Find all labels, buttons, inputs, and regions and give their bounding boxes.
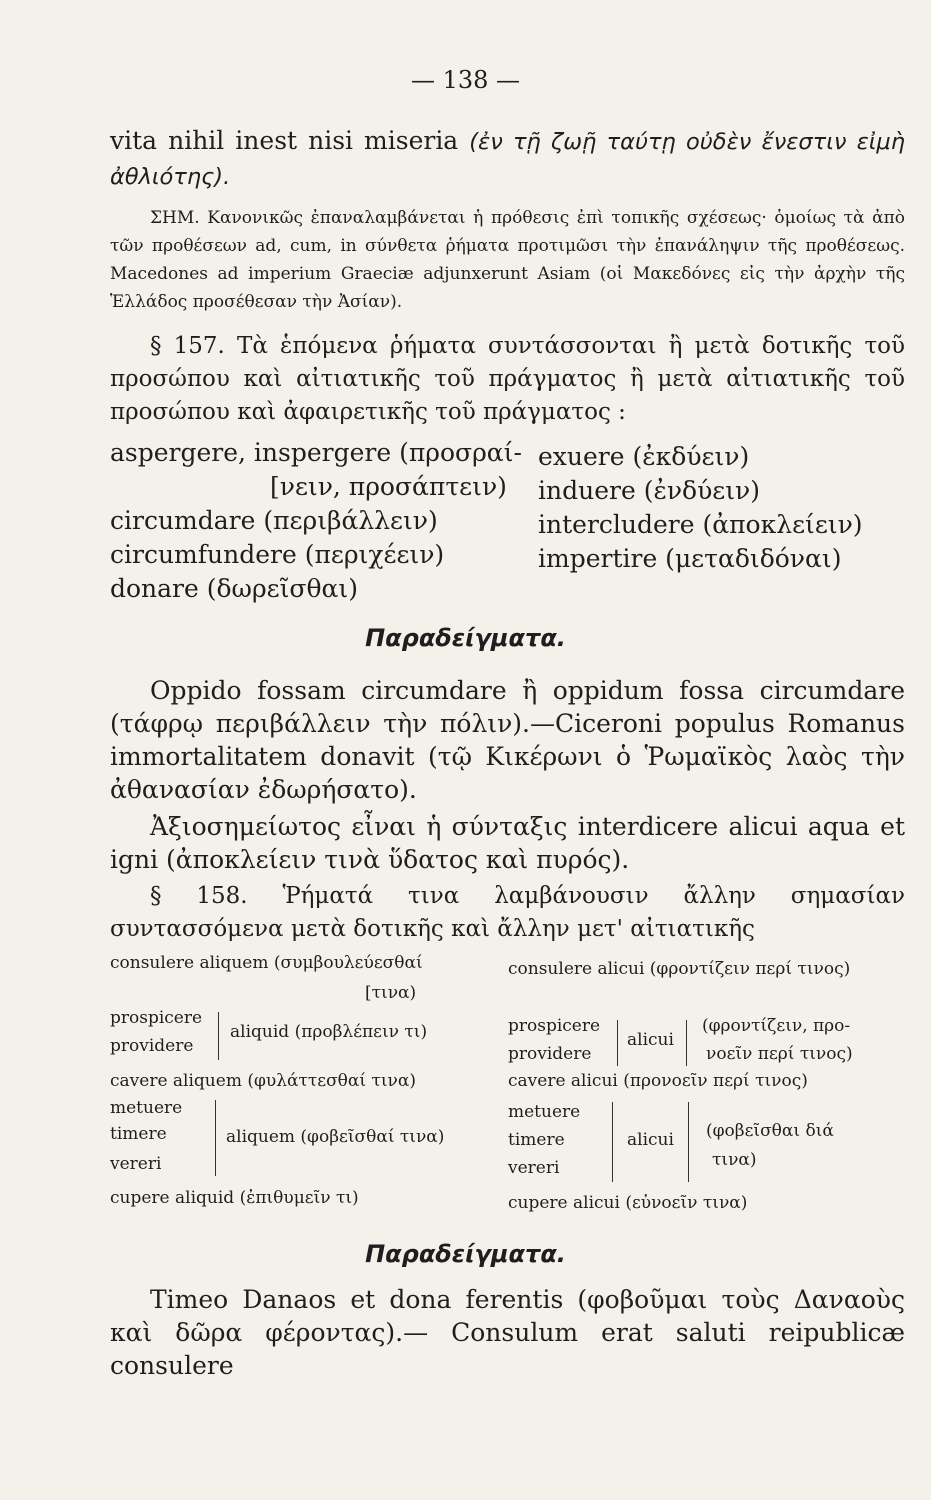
brace: [215, 1100, 216, 1176]
prosp-right-gloss-1: (φροντίζειν, προ-: [702, 1016, 851, 1036]
brace: [617, 1020, 618, 1066]
note-paragraph: [110, 204, 905, 316]
prospicere-right: prospicere: [508, 1016, 601, 1036]
examples-1: [110, 674, 905, 876]
metuere-right-gloss-1: (φοβεῖσθαι διά: [706, 1121, 834, 1141]
alicui-prosp: alicui: [627, 1030, 674, 1050]
providere-left: providere: [110, 1036, 194, 1056]
verb-item: aspergere, inspergere (προσραί-: [110, 438, 522, 467]
examples-1-text: Oppido fossam circumdare ἢ oppidum fossa circumdare (τάφρῳ περιβάλλειν τὴν πόλιν).—Ciceroni populus Romanus immortalitatem donavit (τῷ Κικέρωνι ὁ Ῥωμαϊκὸς λαὸς τὴν ἀθανασίαν ἐδωρήσατο).: [110, 676, 905, 804]
verb-item: induere (ἐνδύειν): [538, 476, 761, 505]
timere-right: timere: [508, 1130, 565, 1150]
verb-item: [νειν, προσάπτειν): [270, 472, 507, 501]
consulere-right: consulere alicui (φροντίζειν περί τινος): [508, 959, 851, 979]
vereri-left: vereri: [110, 1154, 162, 1174]
cupere-right: cupere alicui (εὐνοεῖν τινα): [508, 1193, 748, 1213]
timere-left: timere: [110, 1124, 167, 1144]
brace: [612, 1102, 613, 1182]
verbs-left-list: [110, 436, 522, 606]
alicui-metuere: alicui: [627, 1130, 674, 1150]
aliquid-gloss: aliquid (προβλέπειν τι): [230, 1022, 428, 1042]
verb-item: circumdare (περιβάλλειν): [110, 506, 438, 535]
examples-heading-1: Παραδείγματα.: [365, 624, 566, 652]
prospicere-left: prospicere: [110, 1008, 203, 1028]
section-158-text: § 158. Ῥήματά τινα λαμβάνουσιν ἄλλην σημασίαν συντασσόμενα μετὰ δοτικῆς καὶ ἄλλην μετ' αἰτιατικῆς: [110, 883, 905, 942]
intro-greek: (ἐν τῇ ζωῇ ταύτῃ οὐδὲν ἔνεστιν εἰμὴ ἀθλιότης).: [110, 129, 905, 190]
section-157: [110, 330, 905, 429]
providere-right: providere: [508, 1044, 592, 1064]
cavere-left: cavere aliquem (φυλάττεσθαί τινα): [110, 1071, 416, 1091]
brace: [218, 1012, 219, 1060]
metuere-right: metuere: [508, 1102, 581, 1122]
section-158: [110, 880, 905, 946]
cupere-left: cupere aliquid (ἐπιθυμεῖν τι): [110, 1188, 359, 1208]
verb-item: circumfundere (περιχέειν): [110, 540, 445, 569]
aliquem-gloss: aliquem (φοβεῖσθαί τινα): [226, 1127, 445, 1147]
verb-item: donare (δωρεῖσθαι): [110, 574, 358, 603]
examples-2-text: Timeo Danaos et dona ferentis (φοβοῦμαι τοὺς Δαναοὺς καὶ δῶρα φέροντας).— Consulum erat saluti reipublicæ consulere: [110, 1285, 905, 1380]
vereri-right: vereri: [508, 1158, 560, 1178]
note-text: ΣΗΜ. Κανονικῶς ἐπαναλαμβάνεται ἡ πρόθεσις ἐπὶ τοπικῆς σχέσεως· ὁμοίως τὰ ἀπὸ τῶν προθέσεων ad, cum, in σύνθετα ῥήματα προτιμῶσι τὴν ἐπανάληψιν τῆς προθέσεως. Macedones ad imperium Graeciæ adjunxerunt Asiam (οἱ Μακεδόνες εἰς τὴν ἀρχὴν τῆς Ἑλλάδος προσέθεσαν τὴν Ἀσίαν).: [110, 208, 905, 312]
prosp-right-gloss-2: νοεῖν περί τινος): [706, 1044, 853, 1064]
verb-item: impertire (μεταδιδόναι): [538, 544, 842, 573]
consulere-left: consulere aliquem (συμβουλεύεσθαί: [110, 953, 423, 973]
examples-1-note: Ἀξιοσημείωτος εἶναι ἡ σύνταξις interdicere alicui aqua et igni (ἀποκλείειν τινὰ ὕδατος καὶ πυρός).: [110, 812, 905, 874]
examples-heading-2: Παραδείγματα.: [365, 1240, 566, 1268]
section-157-text: § 157. Τὰ ἑπόμενα ῥήματα συντάσσονται ἢ μετὰ δοτικῆς τοῦ προσώπου καὶ αἰτιατικῆς τοῦ πράγματος ἢ μετὰ αἰτιατικῆς τοῦ προσώπου καὶ ἀφαιρετικῆς τοῦ πράγματος :: [110, 333, 905, 425]
consulere-left-cont: [τινα): [365, 983, 417, 1003]
intro-paragraph: [110, 124, 905, 194]
verbs-right-list: [538, 440, 863, 576]
brace: [688, 1102, 689, 1182]
intro-latin: vita nihil inest nisi miseria: [110, 126, 470, 155]
brace: [686, 1020, 687, 1066]
examples-2: [110, 1283, 905, 1382]
cavere-right: cavere alicui (προνοεῖν περί τινος): [508, 1071, 808, 1091]
metuere-left: metuere: [110, 1098, 183, 1118]
page-number: — 138 —: [410, 66, 521, 94]
metuere-right-gloss-2: τινα): [712, 1150, 757, 1170]
verb-item: exuere (ἐκδύειν): [538, 442, 750, 471]
verb-item: intercludere (ἀποκλείειν): [538, 510, 863, 539]
